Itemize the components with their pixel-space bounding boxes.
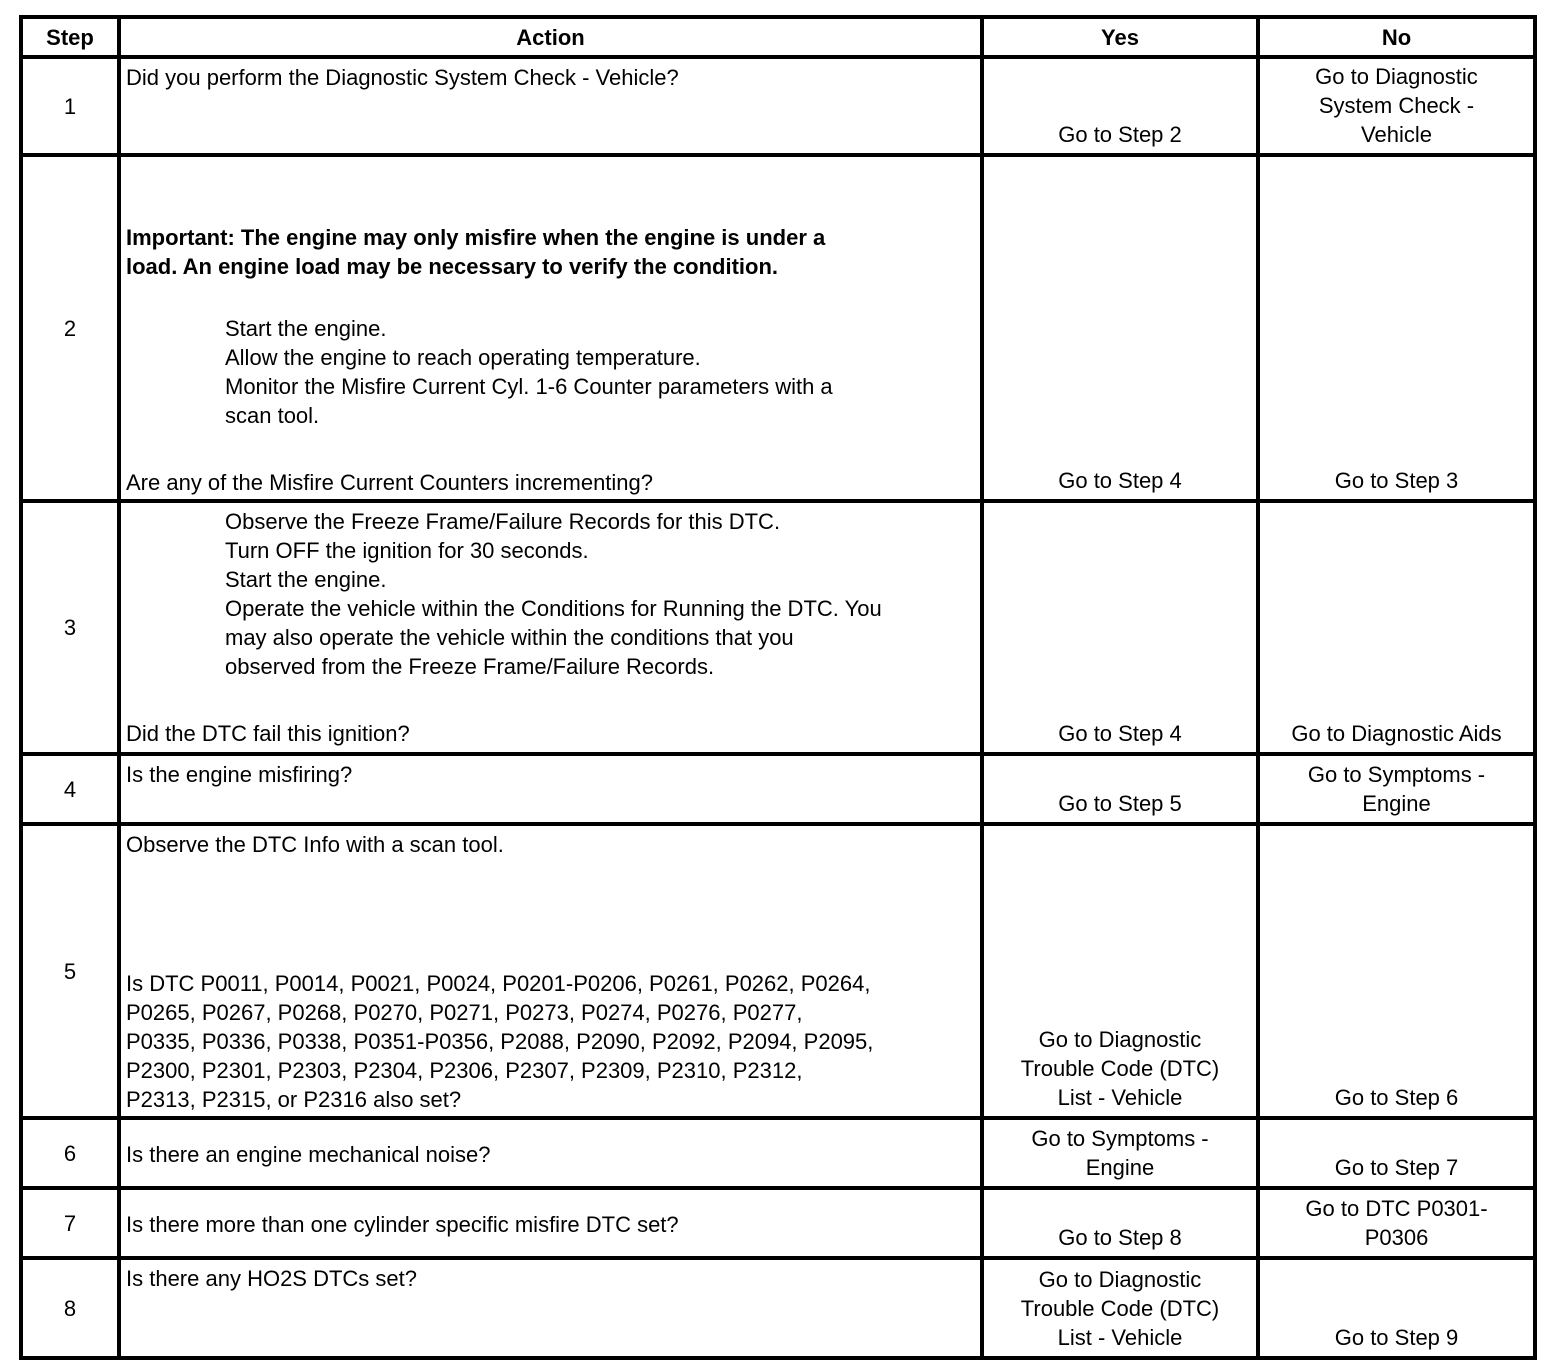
action-text: Is there any HO2S DTCs set? xyxy=(126,1266,417,1291)
yes-text: List - Vehicle xyxy=(1057,1085,1183,1110)
instruction-item: Allow the engine to reach operating temperature. xyxy=(225,345,701,370)
table-row xyxy=(21,57,1535,155)
table-row xyxy=(21,501,1535,754)
question-text: Did the DTC fail this ignition? xyxy=(126,721,410,746)
step-number: 5 xyxy=(21,824,119,1118)
step-number: 3 xyxy=(21,501,119,754)
no-text: System Check - xyxy=(1318,93,1475,118)
instruction-item: Monitor the Misfire Current Cyl. 1-6 Counter parameters with a xyxy=(225,374,833,399)
action-cell xyxy=(119,754,982,824)
table-row xyxy=(21,1118,1535,1188)
diagnostic-table xyxy=(19,15,1537,1360)
instruction-item: Start the engine. xyxy=(225,567,387,592)
table-row xyxy=(21,1258,1535,1358)
no-text: Go to Diagnostic xyxy=(1315,64,1478,89)
yes-cell xyxy=(982,1188,1258,1258)
action-cell xyxy=(119,824,982,1118)
action-text: Did you perform the Diagnostic System Check - Vehicle? xyxy=(126,65,679,90)
action-cell xyxy=(119,155,982,501)
yes-text: Engine xyxy=(1085,1155,1155,1180)
question-text: P2300, P2301, P2303, P2304, P2306, P2307, P2309, P2310, P2312, xyxy=(126,1058,803,1083)
yes-text: Go to Diagnostic xyxy=(1038,1027,1202,1052)
yes-cell xyxy=(982,1258,1258,1358)
action-cell xyxy=(119,1188,982,1258)
instruction-item: Operate the vehicle within the Conditions for Running the DTC. You xyxy=(225,596,882,621)
instruction-item: Observe the Freeze Frame/Failure Records for this DTC. xyxy=(225,509,781,534)
no-cell xyxy=(1258,1118,1535,1188)
action-cell xyxy=(119,501,982,754)
no-text: Go to Symptoms - xyxy=(1307,762,1486,787)
instruction-item: observed from the Freeze Frame/Failure Records. xyxy=(225,654,715,679)
header-action: Action xyxy=(119,17,982,57)
action-text: Is there an engine mechanical noise? xyxy=(126,1141,491,1167)
yes-text: Go to Step 5 xyxy=(1058,791,1182,816)
table-row xyxy=(21,155,1535,501)
instruction-item: Start the engine. xyxy=(225,316,387,341)
no-text: Go to Step 6 xyxy=(1334,1085,1459,1110)
yes-text: Go to Symptoms - xyxy=(1031,1126,1209,1151)
step-number: 6 xyxy=(21,1118,119,1188)
yes-cell xyxy=(982,754,1258,824)
no-cell xyxy=(1258,1188,1535,1258)
step-number: 7 xyxy=(21,1188,119,1258)
no-text: Go to Step 9 xyxy=(1334,1325,1459,1350)
no-cell xyxy=(1258,824,1535,1118)
intro-text: Observe the DTC Info with a scan tool. xyxy=(126,832,504,857)
no-cell xyxy=(1258,754,1535,824)
yes-cell xyxy=(982,824,1258,1118)
action-text: Is there more than one cylinder specific misfire DTC set? xyxy=(126,1211,679,1237)
yes-cell xyxy=(982,1118,1258,1188)
yes-text: Go to Step 4 xyxy=(1058,721,1182,746)
no-text: Engine xyxy=(1362,791,1431,816)
table-row xyxy=(21,1188,1535,1258)
action-cell xyxy=(119,1118,982,1188)
no-text: Go to DTC P0301- xyxy=(1305,1196,1488,1221)
yes-cell xyxy=(982,155,1258,501)
important-note: load. An engine load may be necessary to verify the condition. xyxy=(126,254,779,279)
table-row xyxy=(21,824,1535,1118)
no-cell xyxy=(1258,155,1535,501)
action-cell xyxy=(119,1258,982,1358)
yes-cell xyxy=(982,501,1258,754)
no-text: Go to Step 7 xyxy=(1334,1155,1459,1180)
no-cell xyxy=(1258,57,1535,155)
step-number: 1 xyxy=(21,57,119,155)
step-number: 8 xyxy=(21,1258,119,1358)
no-text: Vehicle xyxy=(1361,122,1432,147)
action-cell xyxy=(119,57,982,155)
no-cell xyxy=(1258,501,1535,754)
instruction-item: Turn OFF the ignition for 30 seconds. xyxy=(225,538,589,563)
question-text: Is DTC P0011, P0014, P0021, P0024, P0201-P0206, P0261, P0262, P0264, xyxy=(126,971,871,996)
header-step: Step xyxy=(21,17,119,57)
header-row xyxy=(21,17,1535,57)
no-text: Go to Step 3 xyxy=(1334,468,1459,493)
no-text: Go to Diagnostic Aids xyxy=(1291,721,1502,746)
yes-text: Go to Diagnostic xyxy=(1038,1267,1202,1292)
yes-text: Go to Step 2 xyxy=(1058,122,1182,147)
question-text: P0335, P0336, P0338, P0351-P0356, P2088, P2090, P2092, P2094, P2095, xyxy=(126,1029,874,1054)
step-number: 4 xyxy=(21,754,119,824)
instruction-item: scan tool. xyxy=(225,403,320,428)
no-cell xyxy=(1258,1258,1535,1358)
action-text: Is the engine misfiring? xyxy=(126,762,353,787)
no-text: P0306 xyxy=(1364,1225,1429,1250)
important-note: Important: The engine may only misfire when the engine is under a xyxy=(126,225,826,250)
yes-text: Trouble Code (DTC) xyxy=(1020,1056,1220,1081)
instruction-item: may also operate the vehicle within the conditions that you xyxy=(225,625,794,650)
yes-cell xyxy=(982,57,1258,155)
header-no: No xyxy=(1258,17,1535,57)
yes-text: Go to Step 4 xyxy=(1058,468,1182,493)
step-number: 2 xyxy=(21,155,119,501)
table-row xyxy=(21,754,1535,824)
question-text: P0265, P0267, P0268, P0270, P0271, P0273, P0274, P0276, P0277, xyxy=(126,1000,803,1025)
yes-text: Trouble Code (DTC) xyxy=(1020,1296,1220,1321)
question-text: Are any of the Misfire Current Counters incrementing? xyxy=(126,470,654,495)
yes-text: Go to Step 8 xyxy=(1058,1225,1182,1250)
header-yes: Yes xyxy=(982,17,1258,57)
yes-text: List - Vehicle xyxy=(1057,1325,1183,1350)
question-text: P2313, P2315, or P2316 also set? xyxy=(126,1087,462,1112)
